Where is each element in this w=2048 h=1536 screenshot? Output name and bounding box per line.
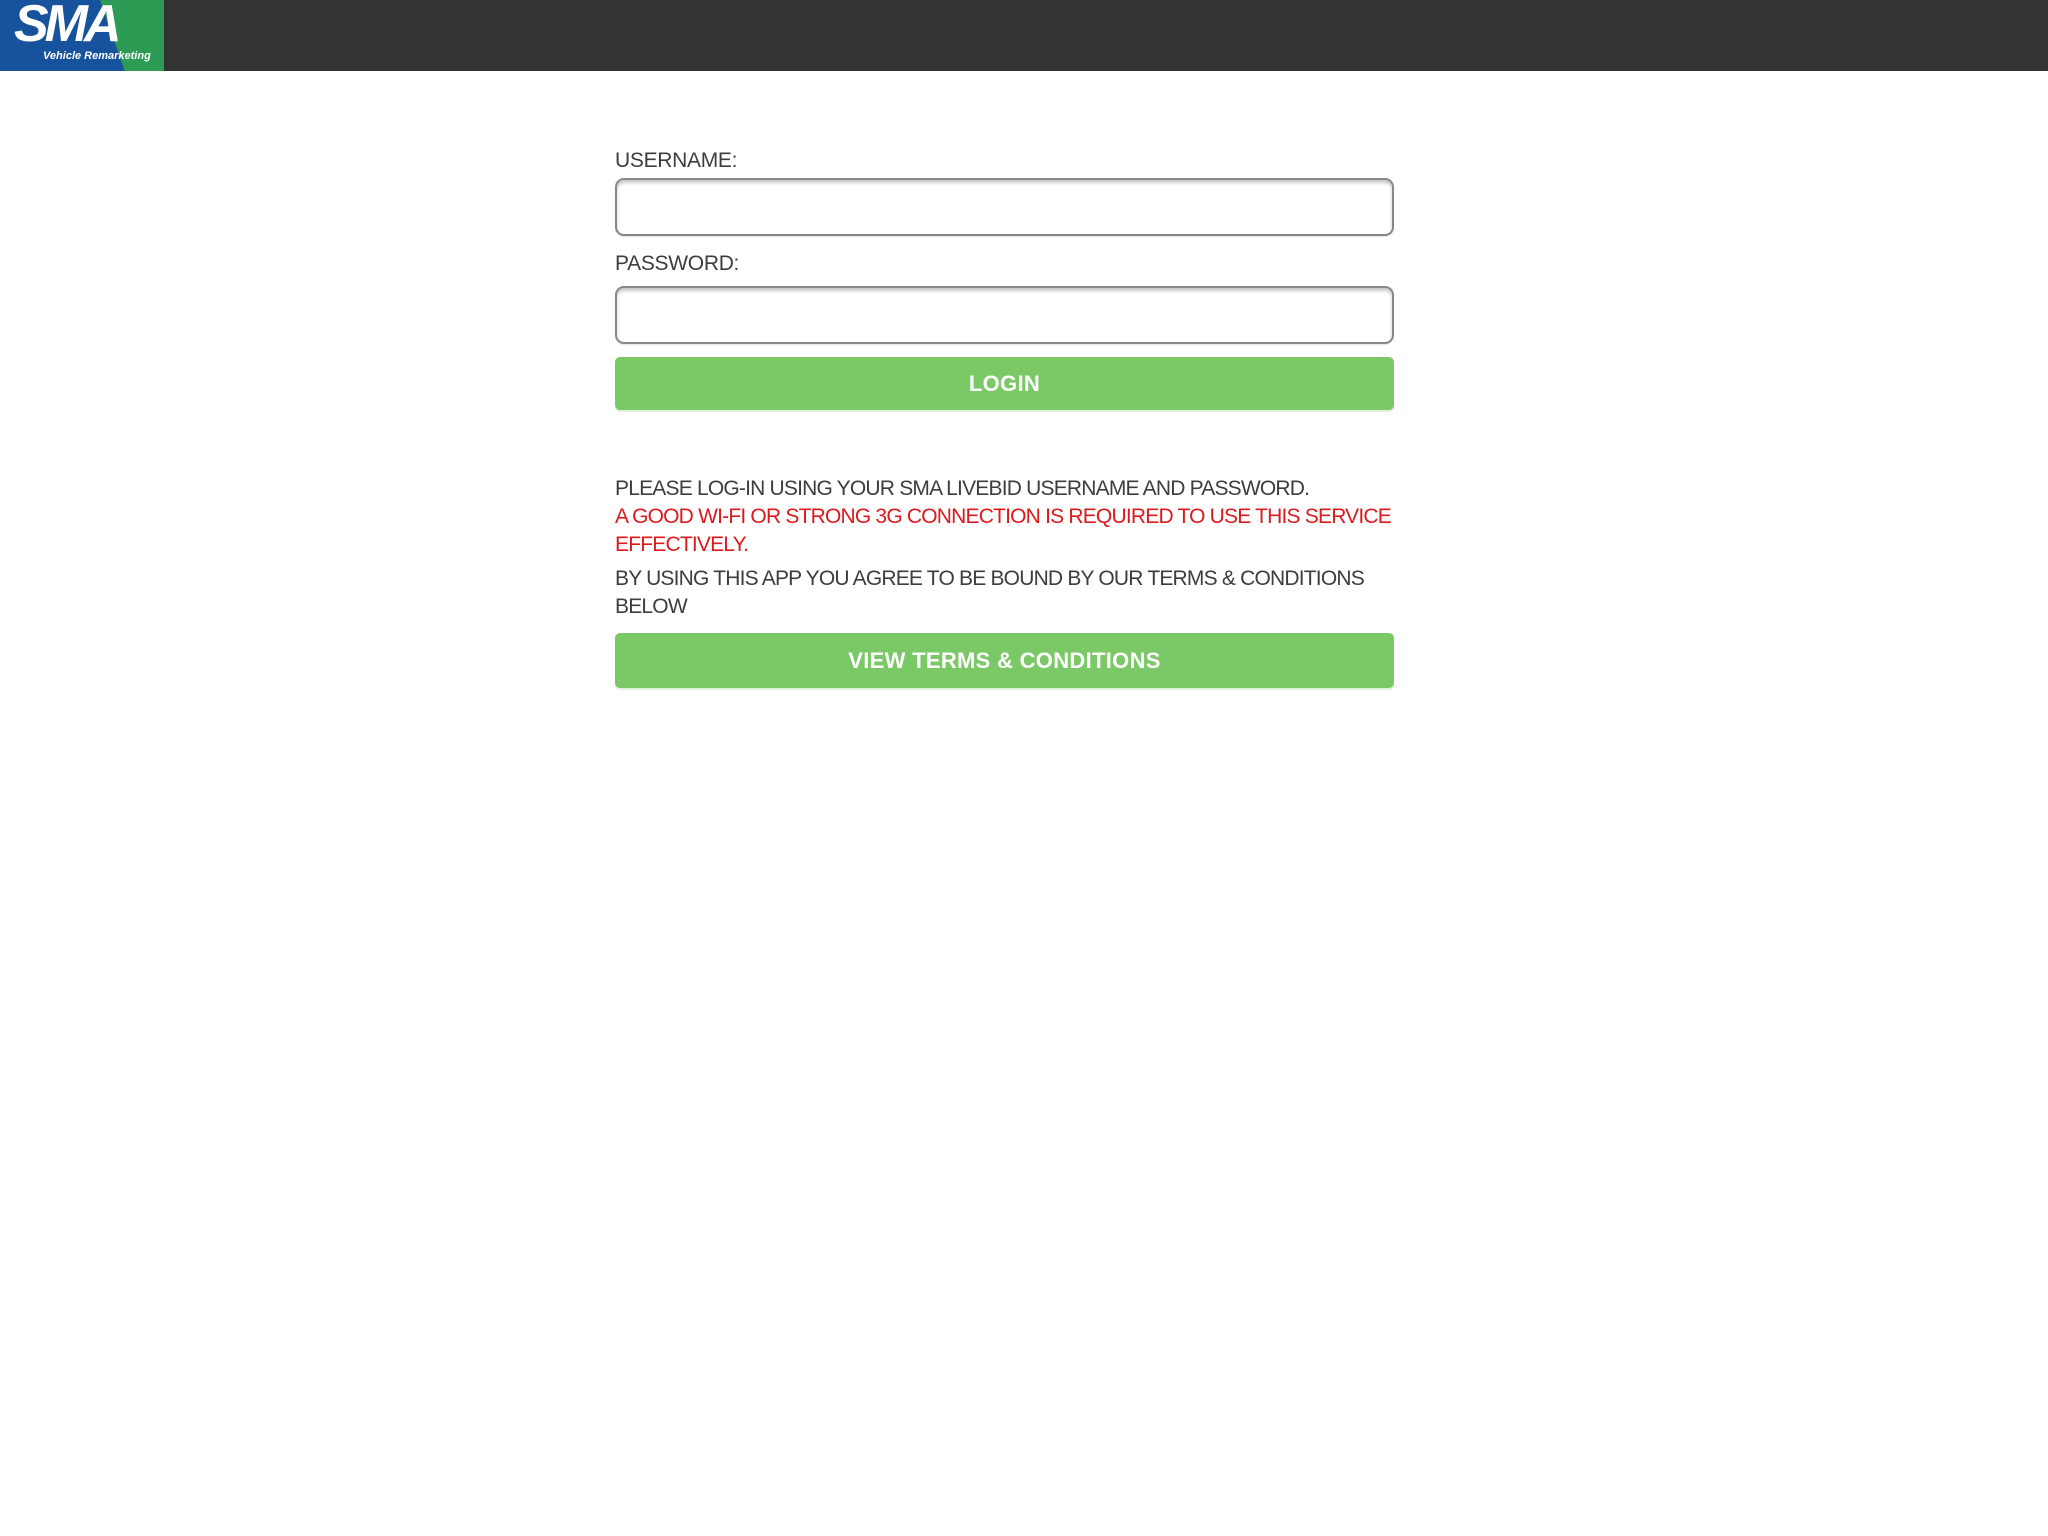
login-panel (615, 71, 1394, 688)
connection-warning-text: A GOOD WI-FI OR STRONG 3G CONNECTION IS REQUIRED TO USE THIS SERVICE EFFECTIVELY. (615, 505, 1391, 556)
password-label: PASSWORD: (615, 252, 740, 275)
sma-logo (0, 0, 164, 71)
terms-agreement-text: BY USING THIS APP YOU AGREE TO BE BOUND BY OUR TERMS & CONDITIONS BELOW (615, 567, 1364, 618)
top-bar (0, 0, 2048, 71)
logo-subtitle: Vehicle Remarketing (43, 50, 151, 62)
view-terms-button[interactable]: VIEW TERMS & CONDITIONS (615, 633, 1394, 688)
login-button[interactable]: LOGIN (615, 357, 1394, 410)
username-input[interactable] (615, 178, 1394, 236)
login-instruction-text: PLEASE LOG-IN USING YOUR SMA LIVEBID USERNAME AND PASSWORD. (615, 477, 1310, 500)
username-label: USERNAME: (615, 149, 738, 172)
password-input[interactable] (615, 286, 1394, 344)
logo-title: SMA (14, 0, 118, 53)
